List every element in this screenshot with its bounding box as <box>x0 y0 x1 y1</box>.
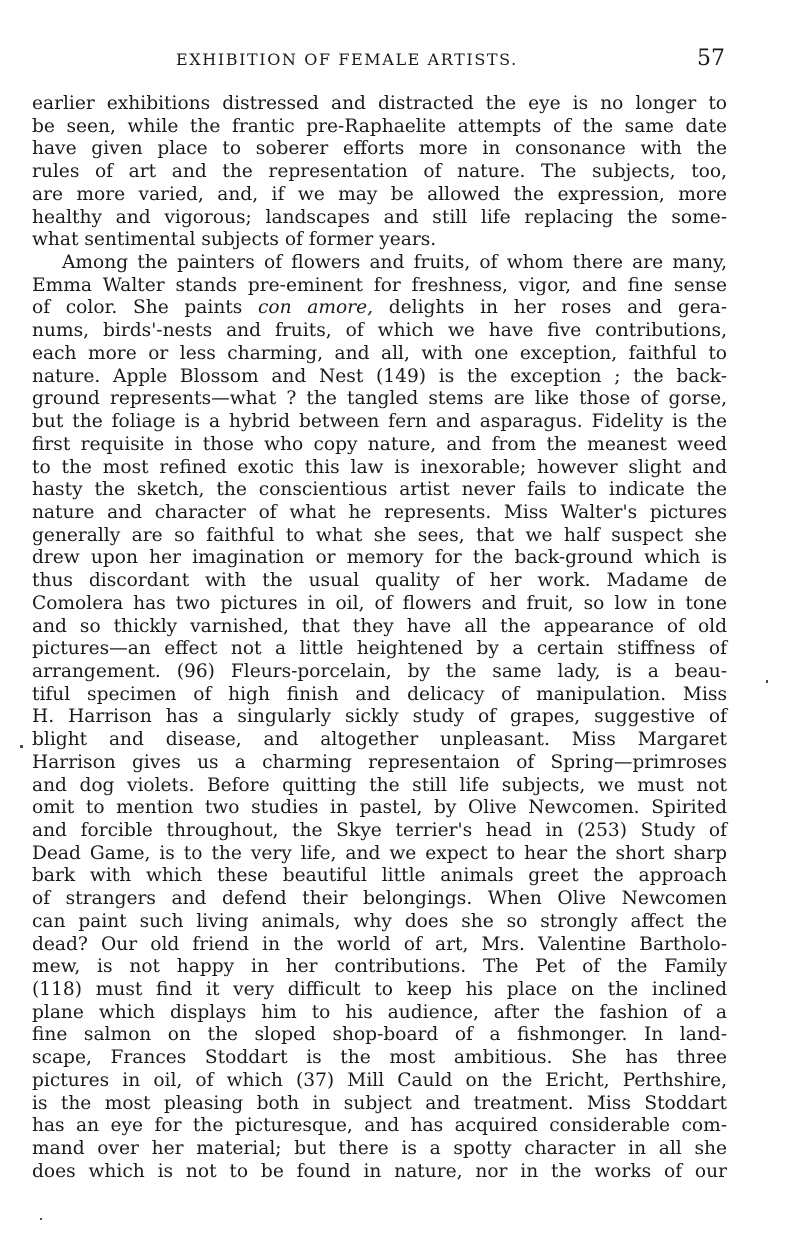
text-line: has an eye for the picturesque, and has acquired considerable com- <box>32 1115 727 1137</box>
italic-phrase: con amore, <box>258 297 374 319</box>
text-line: but the foliage is a hybrid between fern and asparagus. Fidelity is the <box>32 411 727 433</box>
text-line: and dog violets. Before quitting the still life subjects, we must not <box>32 774 727 796</box>
text-line: scape, Frances Stoddart is the most ambitious. She has three <box>32 1047 727 1069</box>
text-line: have given place to soberer efforts more in consonance with the <box>32 138 727 160</box>
body-text <box>32 93 727 1184</box>
text-line: mew, is not happy in her contributions. The Pet of the Family <box>32 956 727 978</box>
text-line: fine salmon on the sloped shop-board of a fishmonger. In land- <box>32 1024 727 1046</box>
text-line: of strangers and defend their belongings. When Olive Newcomen <box>32 888 727 910</box>
text-line: mand over her material; but there is a spotty character in all she <box>32 1138 727 1160</box>
text-line: Harrison gives us a charming representaion of Spring—primroses <box>32 751 727 773</box>
text-line: Comolera has two pictures in oil, of flowers and fruit, so low in tone <box>32 592 727 614</box>
text-line: bark with which these beautiful little animals greet the approach <box>32 865 727 887</box>
text-line: generally are so faithful to what she sees, that we half suspect she <box>32 524 727 546</box>
text-line: be seen, while the frantic pre-Raphaelite attempts of the same date <box>32 115 727 137</box>
text-line: pictures—an effect not a little heightened by a certain stiffness of <box>32 638 727 660</box>
text-line: thus discordant with the usual quality of her work. Madame de <box>32 570 727 592</box>
paragraph <box>32 252 727 1183</box>
text-line: nature. Apple Blossom and Nest (149) is the exception ; the back- <box>32 365 727 387</box>
text-fragment: delights in her roses and gera- <box>373 297 727 319</box>
text-line: dead? Our old friend in the world of art, Mrs. Valentine Bartholo- <box>32 933 727 955</box>
text-line: does which is not to be found in nature, nor in the works of our <box>32 1160 727 1182</box>
text-line: H. Harrison has a singularly sickly study of grapes, suggestive of <box>32 706 727 728</box>
text-line: ground represents—what ? the tangled stems are like those of gorse, <box>32 388 727 410</box>
text-line: is the most pleasing both in subject and treatment. Miss Stoddart <box>32 1092 727 1114</box>
text-line: each more or less charming, and all, with one exception, faithful to <box>32 342 727 364</box>
text-fragment: of color. She paints <box>32 297 259 319</box>
scan-speck <box>20 745 23 748</box>
text-line: plane which displays him to his audience, after the fashion of a <box>32 1001 727 1023</box>
page-header <box>0 46 799 76</box>
text-line: and forcible throughout, the Skye terrier's head in (253) Study of <box>32 820 727 841</box>
text-line: pictures in oil, of which (37) Mill Cauld on the Ericht, Perthshire, <box>32 1069 727 1091</box>
text-line: blight and disease, and altogether unpleasant. Miss Margaret <box>32 729 727 751</box>
scan-speck <box>40 1218 42 1220</box>
text-line: rules of art and the representation of nature. The subjects, too, <box>32 161 727 183</box>
text-line: Among the painters of flowers and fruits, of whom there are many, <box>62 252 727 274</box>
paragraph <box>32 93 727 252</box>
text-line: and so thickly varnished, that they have all the appearance of old <box>32 615 727 637</box>
text-line <box>32 297 727 320</box>
text-line: first requisite in those who copy nature, and from the meanest weed <box>32 433 727 455</box>
text-line: tiful specimen of high finish and delicacy of manipulation. Miss <box>32 683 727 705</box>
scan-speck <box>766 680 768 683</box>
text-line: to the most refined exotic this law is inexorable; however slight and <box>32 456 727 478</box>
text-line: earlier exhibitions distressed and distracted the eye is no longer to <box>32 93 727 114</box>
text-line: (118) must find it very difficult to keep his place on the inclined <box>32 979 727 1001</box>
text-line: arrangement. (96) Fleurs-porcelain, by the same lady, is a beau- <box>32 660 727 682</box>
text-line: what sentimental subjects of former years. <box>32 229 437 251</box>
text-line: drew upon her imagination or memory for the back-ground which is <box>32 547 727 569</box>
running-title: EXHIBITION OF FEMALE ARTISTS. <box>176 50 518 69</box>
text-line: hasty the sketch, the conscientious artist never fails to indicate the <box>32 479 727 501</box>
text-line: omit to mention two studies in pastel, by Olive Newcomen. Spirited <box>32 797 727 819</box>
text-line: nums, birds'-nests and fruits, of which we have five contributions, <box>32 320 727 342</box>
text-line: Emma Walter stands pre-eminent for freshness, vigor, and fine sense <box>32 274 727 296</box>
text-line: nature and character of what he represents. Miss Walter's pictures <box>32 501 727 523</box>
page-number: 57 <box>697 46 725 71</box>
text-line: are more varied, and, if we may be allowed the expression, more <box>32 183 727 205</box>
text-line: can paint such living animals, why does she so strongly affect the <box>32 910 727 932</box>
text-line: Dead Game, is to the very life, and we expect to hear the short sharp <box>32 842 727 864</box>
text-line: healthy and vigorous; landscapes and still life replacing the some- <box>32 206 727 228</box>
